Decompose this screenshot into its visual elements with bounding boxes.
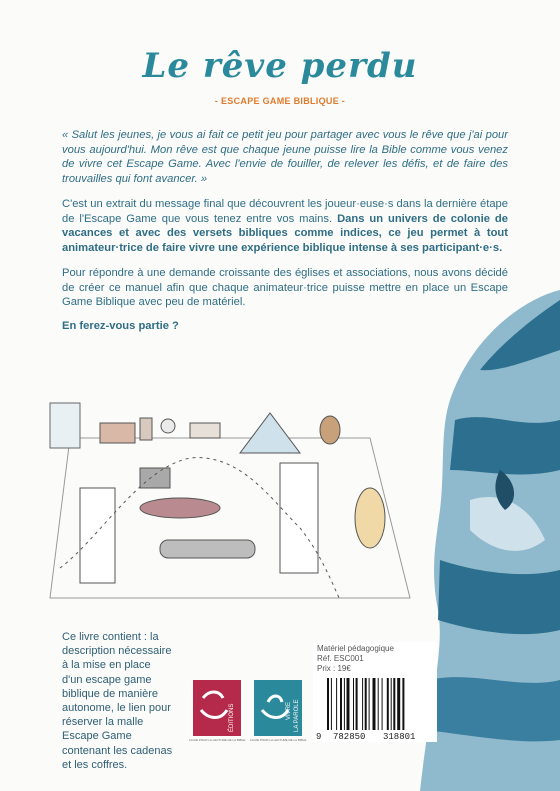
question-heading: En ferez-vous partie ? xyxy=(62,320,179,332)
room-illustration xyxy=(40,368,420,608)
purpose-paragraph: Pour répondre à une demande croissante des églises et associations, nous avons décidé de créer ce manuel afin que chaque animateur·trice puisse mettre en place un Escape Game Biblique avec peu de matériel. xyxy=(62,267,508,309)
logo2-caption: LIGUE POUR LA LECTURE DE LA BIBLE xyxy=(250,738,307,742)
description-bold: Dans un univers de colonie de vacances et avec des versets bibliques comme indices, ce jeu permet à tout animateur·trice de faire vivre une expérience biblique intense à ses participant·e·s. xyxy=(62,212,508,254)
desk-icon xyxy=(100,423,135,443)
description-paragraph xyxy=(62,197,508,255)
barcode-bar xyxy=(336,678,337,730)
barcode-bar xyxy=(353,678,354,730)
product-category: Matériel pédagogique xyxy=(317,644,394,653)
tent-icon xyxy=(240,413,300,453)
product-price: Prix : 19€ xyxy=(317,664,351,673)
barcode-bar xyxy=(397,678,400,730)
barcode-bar xyxy=(387,678,389,730)
suitcase-icon xyxy=(190,423,220,438)
mirror-icon xyxy=(355,488,385,548)
chair-icon xyxy=(140,418,152,440)
barcode-bar xyxy=(378,678,379,730)
barcode-bar xyxy=(369,678,370,730)
barcode-digits-3: 318801 xyxy=(383,732,416,742)
barcode-digits-2: 782850 xyxy=(333,732,366,742)
door-left-icon xyxy=(80,488,115,583)
barcode-bar xyxy=(402,678,404,730)
sofa-icon xyxy=(160,540,255,558)
editions-text: ÉDITIONS xyxy=(229,703,235,732)
vivre-la-parole-logo xyxy=(254,680,302,736)
barcode-bar xyxy=(356,678,358,730)
barcode-bar xyxy=(331,678,332,730)
barcode-bar xyxy=(391,678,392,730)
barcode-icon xyxy=(327,678,431,730)
barcode-bar xyxy=(373,678,376,730)
table-icon xyxy=(140,498,220,518)
book-subtitle: - ESCAPE GAME BIBLIQUE - xyxy=(214,96,346,106)
book-title: Le rêve perdu xyxy=(142,46,418,86)
armchair-icon xyxy=(140,468,170,488)
plant-icon xyxy=(161,419,175,433)
guitar-icon xyxy=(320,416,340,444)
barcode-bar xyxy=(347,678,350,730)
barcode-digit-1: 9 xyxy=(316,732,322,742)
barcode-bar xyxy=(393,678,395,730)
barcode-bar xyxy=(327,678,329,730)
editions-logo xyxy=(193,680,241,736)
door-right-icon xyxy=(280,463,318,573)
barcode-bar xyxy=(344,678,345,730)
la-parole-text: LA PAROLE xyxy=(294,699,300,732)
barcode-bar xyxy=(382,678,383,730)
description-regular: C'est un extrait du message final que découvrent les joueur·euse·s dans la dernière étape de l'Escape Game que vous tenez entre vos mains. xyxy=(62,198,508,225)
editions-mark-icon xyxy=(193,680,241,736)
quote-paragraph: « Salut les jeunes, je vous ai fait ce petit jeu pour partager avec vous le rêve que j'ai pour vous aujourd'hui. Mon rêve est que chaque jeune puisse lire la Bible comme vous venez de vivre cet Escape Game. Avec l'envie de fouiller, de relever les défis, et de faire des trouvailles qui font avancer. » xyxy=(62,129,508,185)
barcode-bar xyxy=(362,678,363,730)
logo1-caption: LIGUE POUR LA LECTURE DE LA BIBLE xyxy=(189,738,246,742)
barcode-panel xyxy=(313,642,437,742)
product-ref: Réf. ESC001 xyxy=(317,654,364,663)
book-contents-note: Ce livre contient : la description nécessaire à la mise en place d'un escape game biblique de manière autonome, le lien pour réserver la malle Escape Game contenant les cadenas et les coffres. xyxy=(62,631,173,771)
map-frame-icon xyxy=(50,403,80,448)
barcode-bar xyxy=(340,678,342,730)
vivre-mark-icon xyxy=(254,680,302,736)
vivre-text: VIVRE xyxy=(286,701,292,720)
barcode-bar xyxy=(365,678,367,730)
